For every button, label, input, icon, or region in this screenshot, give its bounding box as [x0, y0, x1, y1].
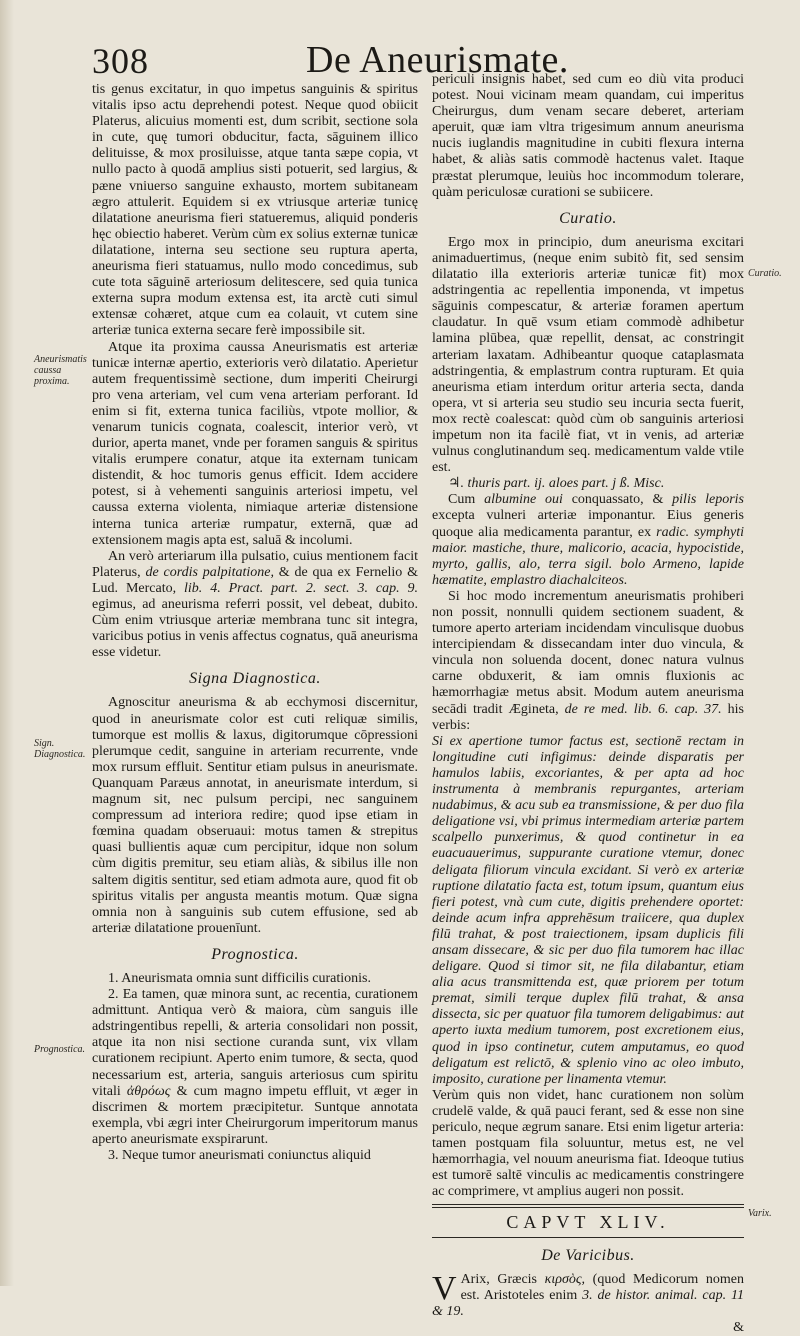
- section-heading-signa: Signa Diagnostica.: [189, 670, 321, 688]
- quotation-aegineta: Si ex apertione tumor factus est, sectionē rectam in longitudine cuti infigimus: deinde disparatis per hamulos labiis, excoriantes, & per apta ad hoc instrumenta à membranis repurgantes, arteriam nudabimus, & acu sub ea transmissione, & per duo fila deligatione vsi, vbi primus intermediam arteriæ partem scalpello punxerimus, & quod continetur in ea euacuauerimus, suppurante curatione vtemur, donec deligata filiorum vincula excidant. Si verò ex arteriæ ruptione dilatatio facta est, totum ipsum, quantum eius fieri potest, vnà cum cute, digitis prehendere oportet: deinde acum infra apprehēsum traiicere, qua duplex filū trahat, & post traiectionem, ipsam duplicis fili ansam dissecare, & sic per duo fila tumorem hac illac deligare. Quod si timor sit, ne fila dilabantur, etiam alia acus transmittenda est, quæ priorem per totum premat, simili terque duplex filū trahat, & ansa dissecta, sic per quatuor fila tumorem deligabimus: aut aperto iuxta medium tumorem, post excretionem eius, quod in ipso continetur, cutem amputamus, eo quod deligatum est relictō, & splenio vino ac oleo imbuto, imposito, curatione per linamenta vtemur.: [432, 733, 744, 1087]
- right-paragraph: [432, 492, 744, 589]
- text-run: Arix, Græcis: [460, 1271, 545, 1287]
- margin-note-causa: Aneurismatis caussa proxima.: [34, 354, 87, 387]
- left-paragraph: tis genus excitatur, in quo impetus sanguinis & spiritus vitalis ipso actu deprehendi potest. Neque quod obiicit Platerus, alicuius momenti est, dum scribit, sectione sola in cute, quę tumori obducitur, facta, sāguinem illico delituisse, & mox prosiluisse, atque tanta sæpe copia, vt nullo pacto à quodā amplius sisti potuerit, sed largius, & pæne vniuerso sanguine exhausto, mortem subitaneam ægro attulerit. Equidem si ex vtriusque arteriæ tunicę dilatatione aneurisma fieri statueremus, aliquid ponderis hęc obiectio haberet. Verùm cùm ex solius externæ tunicæ dilatatione, interna seu sectione seu ruptura aperta, aneurisma fieri statuamus, nullo modo concedimus, sub cute tota sāguinē arteriosum delitescere, sed quia tunica externa supra modum extensa est, ita arctè cuti simul extensæ cohæret, atque cum ea colauit, vt cutem sine arteriæ tunica externa secare ferè impossibile sit.: [92, 82, 418, 339]
- right-paragraph: periculi insignis habet, sed cum eo diù vita produci potest. Noui vicinam meam quandam, cui imperitus Cheirurgus, dum venam secare deberet, arteriam aperuit, quæ iam vltra trigesimum annum aneurisma nucis iuglandis magnitudine in cubiti flexura interna habet, & aliàs satis commodè hactenus valet. Itaque præstat plerumque, leuiùs hoc incommodum tolerare, quàm periculosæ curationi se subiicere.: [432, 72, 744, 200]
- right-paragraph: Verùm quis non videt, hanc curationem non solùm crudelē valde, & quā pauci ferant, sed & esse non sine periculo, neque ægrum sanare. Etsi enim ligetur arteria: tamen postquam fila soluuntur, metus est, ne vel hæmorrhagia, vel nouum aneurisma fiat. Ideoque tutius est tumorē saltē vinculis ac medicamentis constringere ac comprimere, vt amplius augeri non possit.: [432, 1087, 744, 1200]
- prognostic-item: 3. Neque tumor aneurismati coniunctus aliquid: [108, 1148, 371, 1163]
- text-run: 2. Ea tamen, quæ minora sunt, ac recentia, curationem admittunt. Antiqua verò & maiora, cùm sanguis ille adstringentibus repelli, & arteria consolidari non possit, atque ita non nisi sectione curanda sunt, vix vllam curationem recipiunt. Aperto enim tumore, & secta, quod necessarium est, arteria, sanguis arteriosus cum spiritu vitali: [92, 987, 418, 1099]
- left-paragraph: [92, 549, 418, 662]
- left-column: [92, 82, 418, 1164]
- text-run: An verò arteriarum illa pulsatio, cuius mentionem facit Platerus,: [92, 548, 418, 580]
- section-heading-prognostica: Prognostica.: [211, 945, 299, 963]
- greek-word: κιρσὸς,: [544, 1271, 586, 1287]
- margin-note-varix: Varix.: [748, 1208, 772, 1219]
- catchword: &: [733, 1319, 744, 1335]
- ingredient-list: radic. symphyti maior. mastiche, thure, malicorio, acacia, hypocistide, myrto, gallis, alo, terra sigil. bolo Armeno, lapide hæmatite, emplastro diachalciteos.: [432, 524, 744, 588]
- section-heading-varicibus: De Varicibus.: [541, 1246, 635, 1264]
- running-title: De Aneurismate.: [306, 39, 569, 81]
- chapter-rule: [432, 1237, 744, 1238]
- citation: 3. de histor. animal. cap. 11 & 19.: [432, 1287, 744, 1319]
- citation: de cordis palpitatione,: [145, 564, 274, 580]
- ingredient: albumine oui: [484, 492, 563, 508]
- right-column: [432, 72, 744, 1336]
- recipe: ♃. thuris part. ij. aloes part. j ß. Misc.: [448, 476, 665, 492]
- citation: de re med. lib. 6. cap. 37.: [564, 701, 722, 717]
- text-run: egimus, ad aneurisma referri possit, vel debeat, dubito. Cùm enim vtriusque arteriæ membrana tunc sit integra, varicibus potius in venis affectus cognatus, quā aneurisma esse videtur.: [92, 597, 418, 661]
- left-paragraph: Atque ita proxima caussa Aneurismatis est arteriæ tunicæ internæ apertio, exterioris verò dilatatio. Aperietur autem frequentissimè sectione, dum imperiti Cheirurgi pro vena arteriam, vel cum vena arteriam perforant. Id enim si fit, externa tunica faciliùs, vtpote mollior, & venarum tunicis cognata, coalescit, interior verò, vt durior, aperta manet, vnde per foramen sanguis & spiritus vitalis erumpere conatur, atque ita externam tunicam distendit, & hoc tumoris genus efficit. Idem accidere potest, si à vehementi sanguinis arteriosi impetu, vel caussa externa violenta, nimiaque arteriæ distensione interna tunica arteriæ rumpatur, externā, quæ ad extensionem magis apta est, saluā & incolumi.: [92, 339, 418, 548]
- text-run: his verbis:: [432, 701, 744, 733]
- right-paragraph: [432, 589, 744, 734]
- margin-note-prognostica: Prognostica.: [34, 1044, 86, 1055]
- page-binding-edge: [0, 0, 14, 1286]
- left-paragraph: Agnoscitur aneurisma & ab ecchymosi discernitur, quod in aneurismate color est cuti reliquæ similis, tumorque est mollis & laxus, digitorumque cōpressioni plerumque cedit, sanguine in arteriam recurrente, vnde mox rursum effluit. Sentitur etiam pulsus in aneurismate. Quanquam Paræus annotat, in aneurismate interdum, si magnum sit, nec pulsum percipi, nec sanguinem compressum ad interiora redire; quod ipse etiam in fœmina quadam obseruaui: motus tamen & strepitus quasi bullientis aquæ cum percipitur, idque non solum cùm digitis premitur, seu etiam aliàs, & sibilus ille non saltem digitis sentitur, sed etiam admota aure, quod fit ob spiritus vitalis per angusta meantis motum. Quæ signa omnia non à sanguinis sub cutem effusione, sed ab arteriæ dilatatione prouenīunt.: [92, 695, 418, 936]
- prognostic-item: 1. Aneurismata omnia sunt difficilis curationis.: [108, 970, 371, 986]
- citation: lib. 4. Pract. part. 2. sect. 3. cap. 9.: [184, 580, 418, 596]
- text-run: (quod Medicorum nomen est. Aristoteles enim: [460, 1271, 744, 1303]
- greek-word: ἀθρόως: [126, 1083, 171, 1099]
- margin-note-signa: Sign. Diagnostica.: [34, 738, 86, 760]
- text-run: & cum magno impetu effluit, vt æger in discrimen & mortem præcipitetur. Suntque annotata exempla, vbi ægri inter Cheirurgorum imperitorum manus aperto aneurismate exspirarunt.: [92, 1083, 418, 1147]
- right-paragraph: Ergo mox in principio, dum aneurisma excitari animaduertimus, (neque enim subitò fit, sed sensim dilatatio illa exterioris arteriæ tunicæ fit) mox adstringentia ac repellentia imponenda, vt impetus sāguinis compescatur, & arteriæ foramen apertum claudatur. In quē vsum etiam commodè adhibetur lamina plūbea, quæ repellit, densat, ac constringit arteriam laxatam. Adhibeantur quoque cataplasmata adstringentia, & emplastrum contra rupturam. Et quia aneurisma etiam interdum oritur arteria secta, danda opera, vt si arteria seu studio seu incuria secta fuerit, mox rectè coalescat: quòd cùm ob sanguinis arteriosi impetum non ita facilè fiat, vt in venis, ad arteriæ vulnus conglutinandum seq. medicamentum valde vtile est.: [432, 234, 744, 476]
- prognostic-item: [92, 987, 418, 1148]
- text-run: excepta vulneri arteriæ imponantur. Eius generis quoque alia medicamenta parantur, ex: [432, 508, 744, 540]
- page-number: 308: [92, 41, 149, 81]
- section-heading-curatio: Curatio.: [559, 209, 617, 227]
- text-run: conquassato, &: [562, 492, 673, 508]
- margin-note-curatio: Curatio.: [748, 268, 782, 279]
- ingredient: pilis leporis: [672, 492, 744, 508]
- text-run: Si hoc modo incrementum aneurismatis prohiberi non possit, nonnulli quidem sectionem suadent, & tumore aperto arteriam incidendam vinculisque duobus intercipiendam & dissecandam inter duo vincula, & vincula non soluenda docent, donec natura vulnus carne obduxerit, & iam omnis fluxionis ac hæmorrhagiæ metus absit. Modum autem aneurisma secādi tradit Ægineta,: [432, 588, 744, 717]
- chapter-rule: [432, 1204, 744, 1208]
- text-run: Cum: [448, 492, 485, 508]
- text-run: & de qua ex Fernelio & Lud. Mercato,: [92, 564, 418, 596]
- chapter-title: CAPVT XLIV.: [506, 1212, 670, 1233]
- right-paragraph: [432, 1269, 744, 1320]
- drop-cap: V: [432, 1269, 457, 1307]
